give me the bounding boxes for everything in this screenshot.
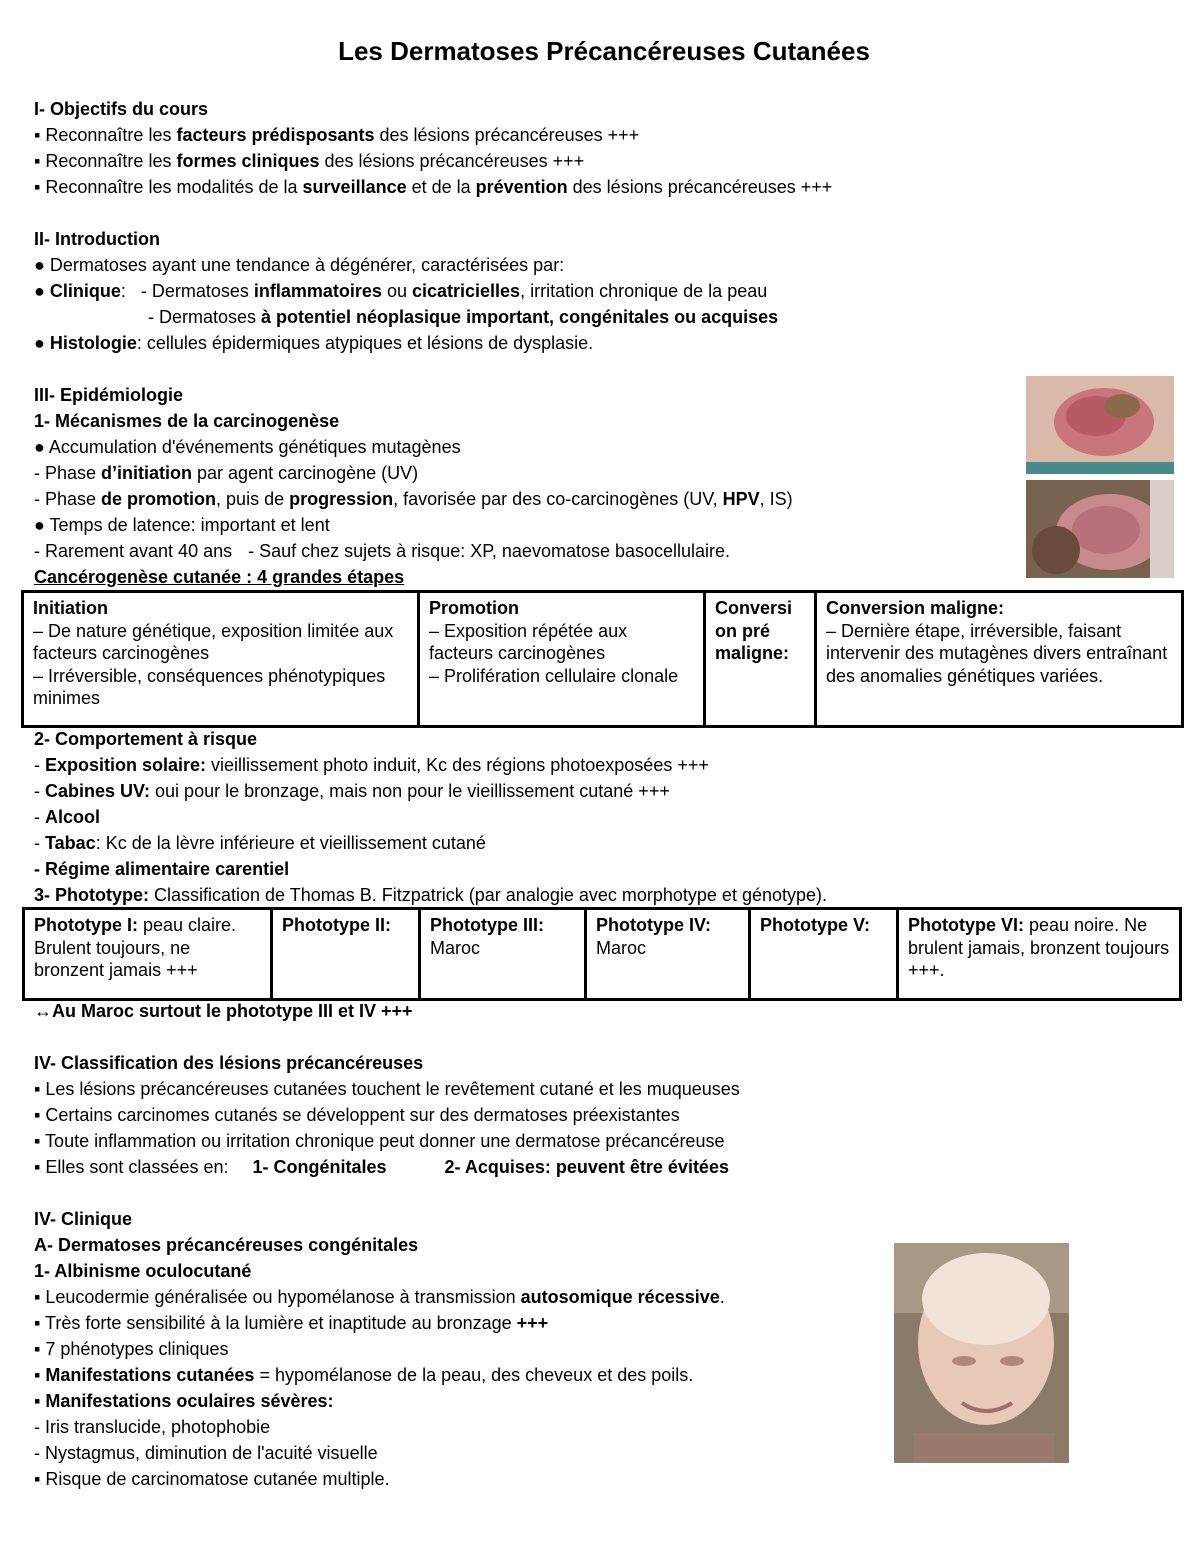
albinisme-line: ▪ Manifestations oculaires sévères:: [34, 1391, 334, 1411]
classification-line: ▪ Les lésions précancéreuses cutanées touchent le revêtement cutané et les muqueuses: [34, 1079, 740, 1099]
risk-item: - Tabac: Kc de la lèvre inférieure et vieillissement cutané: [34, 833, 486, 853]
albinism-photo: [894, 1243, 1069, 1463]
carcinogenese-line: ● Accumulation d'événements génétiques mutagènes: [34, 437, 461, 457]
risk-item: - Régime alimentaire carentiel: [34, 859, 290, 879]
section-objectifs-heading: I- Objectifs du cours: [34, 99, 209, 119]
carcinogenesis-stages-table: [21, 590, 1184, 728]
albinisme-line: ▪ Très forte sensibilité à la lumière et inaptitude au bronzage +++: [34, 1313, 549, 1333]
intro-histologie-line: ● Histologie: cellules épidermiques atypiques et lésions de dysplasie.: [34, 333, 594, 353]
classification-line: ▪ Toute inflammation ou irritation chronique peut donner une dermatose précancéreuse: [34, 1131, 725, 1151]
albinisme-line: ▪ Risque de carcinomatose cutanée multiple.: [34, 1469, 390, 1489]
phototype-cell: Phototype IV: Maroc: [586, 909, 750, 1000]
phototype-cell: Phototype VI: peau noire. Ne brulent jamais, bronzent toujours +++.: [898, 909, 1181, 1000]
subsection-albinisme: 1- Albinisme oculocutané: [34, 1261, 252, 1281]
carcinogenese-line: - Phase d’initiation par agent carcinogène (UV): [34, 463, 419, 483]
classification-line: ▪ Elles sont classées en: 1- Congénitales 2- Acquises: peuvent être évitées: [34, 1157, 729, 1177]
page-title: Les Dermatoses Précancéreuses Cutanées: [338, 36, 870, 66]
phototype-note: ↔Au Maroc surtout le phototype III et IV +++: [34, 1001, 413, 1021]
subsection-congenitales: A- Dermatoses précancéreuses congénitales: [34, 1235, 419, 1255]
albinisme-line: ▪ Leucodermie généralisée ou hypomélanose à transmission autosomique récessive.: [34, 1287, 725, 1307]
carcinogenese-line: - Phase de promotion, puis de progression, favorisée par des co-carcinogènes (UV, HPV, IS): [34, 489, 793, 509]
section-clinique-heading: IV- Clinique: [34, 1209, 133, 1229]
subsection-phototype: 3- Phototype: Classification de Thomas B. Fitzpatrick (par analogie avec morphotype et génotype).: [34, 885, 828, 905]
albinism-photo-image: [894, 1243, 1069, 1463]
risk-item: - Alcool: [34, 807, 101, 827]
section-introduction-heading: II- Introduction: [34, 229, 160, 249]
section-epidemiologie-heading: III- Epidémiologie: [34, 385, 184, 405]
risk-item: - Exposition solaire: vieillissement photo induit, Kc des régions photoexposées +++: [34, 755, 709, 775]
subsection-carcinogenese: 1- Mécanismes de la carcinogenèse: [34, 411, 340, 431]
risk-item: - Cabines UV: oui pour le bronzage, mais non pour le vieillissement cutané +++: [34, 781, 670, 801]
intro-clinique-line: ● Clinique: - Dermatoses inflammatoires ou cicatricielles, irritation chronique de la peau: [34, 281, 768, 301]
objectif-item: ▪ Reconnaître les formes cliniques des lésions précancéreuses +++: [34, 151, 585, 171]
objectif-item: ▪ Reconnaître les facteurs prédisposants des lésions précancéreuses +++: [34, 125, 640, 145]
phototype-cell: Phototype V:: [750, 909, 898, 1000]
phototype-cell: Phototype I: peau claire. Brulent toujours, ne bronzent jamais +++: [24, 909, 272, 1000]
subsection-comportement: 2- Comportement à risque: [34, 729, 258, 749]
phototype-table: [22, 907, 1182, 1001]
albinisme-line: ▪ Manifestations cutanées = hypomélanose de la peau, des cheveux et des poils.: [34, 1365, 694, 1385]
stage-cell-conversion-maligne: Conversion maligne: – Dernière étape, irréversible, faisant intervenir des mutagènes divers entraînant des anomalies génétiques variées.: [816, 592, 1183, 727]
stage-cell-initiation: Initiation – De nature génétique, exposition limitée aux facteurs carcinogènes – Irréversible, conséquences phénotypiques minimes: [23, 592, 419, 727]
phototype-cell: Phototype III: Maroc: [420, 909, 586, 1000]
section-classification-heading: IV- Classification des lésions précancéreuses: [34, 1053, 424, 1073]
carcinogenese-line: - Rarement avant 40 ans - Sauf chez sujets à risque: XP, naevomatose basocellulaire.: [34, 541, 731, 561]
lesion-photo-2: [1026, 480, 1174, 578]
phototype-cell: Phototype II:: [272, 909, 420, 1000]
carcinogenese-line: ● Temps de latence: important et lent: [34, 515, 330, 535]
intro-clinique-line-2: - Dermatoses à potentiel néoplasique important, congénitales ou acquises: [148, 307, 779, 327]
albinisme-line: ▪ 7 phénotypes cliniques: [34, 1339, 229, 1359]
stage-cell-conversion-premaligne: Conversi on pré maligne:: [705, 592, 816, 727]
lesion-photo-2-image: [1026, 480, 1174, 578]
albinisme-line: - Nystagmus, diminution de l'acuité visuelle: [34, 1443, 378, 1463]
lesion-photo-1: [1026, 376, 1174, 474]
classification-line: ▪ Certains carcinomes cutanés se développent sur des dermatoses préexistantes: [34, 1105, 680, 1125]
objectif-item: ▪ Reconnaître les modalités de la surveillance et de la prévention des lésions précancéreuses +++: [34, 177, 833, 197]
lesion-photo-1-image: [1026, 376, 1174, 474]
table1-caption: Cancérogenèse cutanée : 4 grandes étapes: [34, 567, 405, 587]
intro-line: ● Dermatoses ayant une tendance à dégénérer, caractérisées par:: [34, 255, 565, 275]
albinisme-line: - Iris translucide, photophobie: [34, 1417, 271, 1437]
stage-cell-promotion: Promotion – Exposition répétée aux facteurs carcinogènes – Prolifération cellulaire clonale: [419, 592, 705, 727]
